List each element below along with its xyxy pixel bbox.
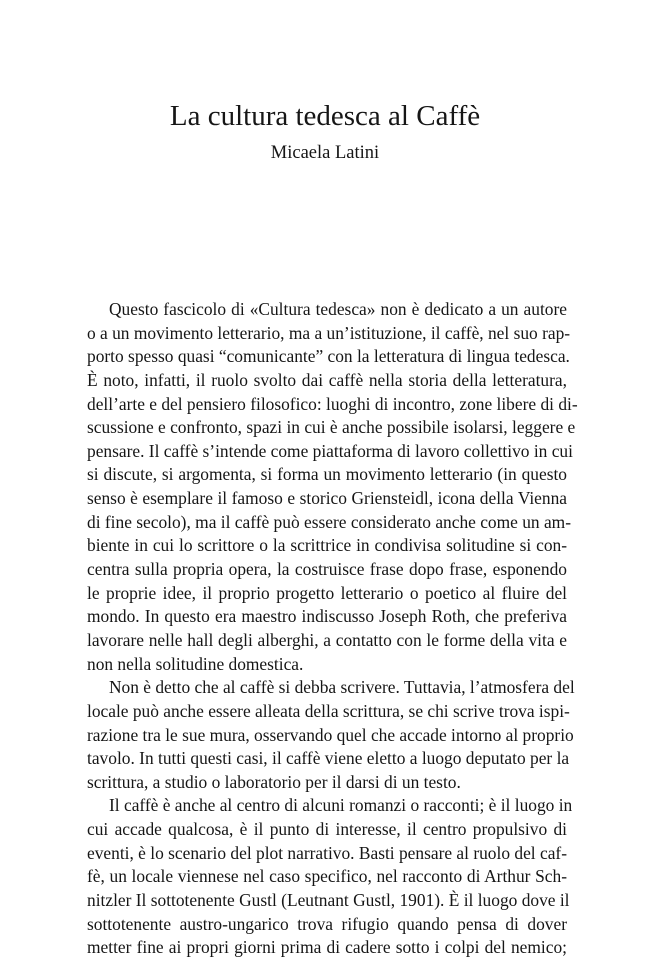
text-line: scussione e confronto, spazi in cui è anche possibile isolarsi, leggere e bbox=[87, 417, 576, 438]
text-line: le proprie idee, il proprio progetto letterario o poetico al fluire del bbox=[87, 582, 567, 603]
text-line: Non è detto che al caffè si debba scrivere. Tuttavia, l’atmosfera del bbox=[109, 677, 575, 698]
text-line: eventi, è lo scenario del plot narrativo. Basti pensare al ruolo del caf- bbox=[87, 842, 567, 863]
text-line: tavolo. In tutti questi casi, il caffè viene eletto a luogo deputato per la bbox=[87, 748, 570, 769]
text-line: sottotenente austro-ungarico trova rifugio quando pensa di dover bbox=[87, 913, 567, 934]
text-line: metter fine ai propri giorni prima di cadere sotto i colpi del nemico; bbox=[87, 937, 567, 958]
text-line: lavorare nelle hall degli alberghi, a contatto con le forme della vita e bbox=[87, 629, 567, 650]
text-line: non nella solitudine domestica. bbox=[87, 653, 304, 674]
text-line: È noto, infatti, il ruolo svolto dai caffè nella storia della letteratura, bbox=[87, 369, 567, 390]
text-line: mondo. In questo era maestro indiscusso Joseph Roth, che preferiva bbox=[87, 606, 567, 627]
text-line: scrittura, a studio o laboratorio per il darsi di un testo. bbox=[87, 771, 461, 792]
text-line: cui accade qualcosa, è il punto di interesse, il centro propulsivo di bbox=[87, 819, 567, 840]
text-line: locale può anche essere alleata della scrittura, se chi scrive trova ispi- bbox=[87, 700, 570, 721]
text-line: razione tra le sue mura, osservando quel che accade intorno al proprio bbox=[87, 724, 574, 745]
text-line: nitzler Il sottotenente Gustl (Leutnant Gustl, 1901). È il luogo dove il bbox=[87, 890, 570, 911]
text-line: biente in cui lo scrittore o la scrittrice in condivisa solitudine si con- bbox=[87, 535, 567, 556]
text-line: Questo fascicolo di «Cultura tedesca» non è dedicato a un autore bbox=[109, 299, 567, 319]
text-line: senso è esemplare il famoso e storico Griensteidl, icona della Vienna bbox=[87, 488, 567, 509]
article-title: La cultura tedesca al Caffè bbox=[169, 100, 481, 132]
text-line: di fine secolo), ma il caffè può essere considerato anche come un am- bbox=[87, 511, 571, 532]
text-line: o a un movimento letterario, ma a un’istituzione, il caffè, nel suo rap- bbox=[87, 322, 571, 343]
body-text bbox=[87, 298, 578, 960]
author-name: Micaela Latini bbox=[270, 143, 380, 163]
text-line: porto spesso quasi “comunicante” con la letteratura di lingua tedesca. bbox=[87, 346, 570, 367]
text-line: si discute, si argomenta, si forma un movimento letterario (in questo bbox=[87, 464, 567, 485]
text-line: dell’arte e del pensiero filosofico: luoghi di incontro, zone libere di di- bbox=[87, 393, 578, 414]
text-line: pensare. Il caffè s’intende come piattaforma di lavoro collettivo in cui bbox=[87, 440, 573, 461]
text-line: Il caffè è anche al centro di alcuni romanzi o racconti; è il luogo in bbox=[109, 795, 573, 816]
text-line: centra sulla propria opera, la costruisce frase dopo frase, esponendo bbox=[87, 559, 567, 580]
text-line: fè, un locale viennese nel caso specifico, nel racconto di Arthur Sch- bbox=[87, 866, 567, 887]
